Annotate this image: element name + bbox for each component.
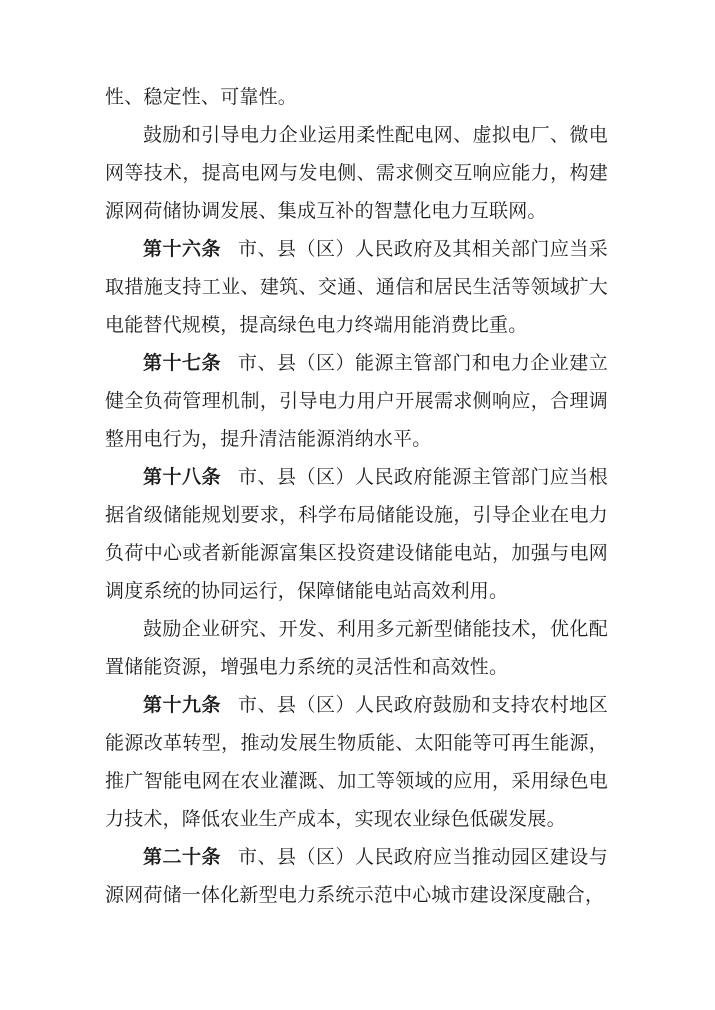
paragraph-text: 鼓励和引导电力企业运用柔性配电网、虚拟电厂、微电网等技术，提高电网与发电侧、需求侧交互响应能力，构建源网荷储协调发展、集成互补的智慧化电力互联网。 bbox=[105, 125, 608, 222]
paragraph bbox=[105, 79, 608, 117]
paragraph-text: 市、县（区）人民政府应当推动园区建设与源网荷储一体化新型电力系统示范中心城市建设深度融合， bbox=[105, 847, 608, 906]
paragraph-text: 性、稳定性、可靠性。 bbox=[105, 87, 298, 108]
paragraph bbox=[105, 611, 608, 687]
article-number: 第二十条 bbox=[143, 847, 221, 868]
article-number: 第十七条 bbox=[143, 353, 221, 374]
paragraph-text: 市、县（区）能源主管部门和电力企业建立健全负荷管理机制，引导电力用户开展需求侧响应，合理调整用电行为，提升清洁能源消纳水平。 bbox=[105, 353, 608, 450]
paragraph-text: 鼓励企业研究、开发、利用多元新型储能技术，优化配置储能资源，增强电力系统的灵活性和高效性。 bbox=[105, 619, 608, 678]
paragraph bbox=[105, 839, 608, 915]
paragraph bbox=[105, 231, 608, 345]
article-number: 第十六条 bbox=[143, 239, 221, 260]
paragraph-text: 市、县（区）人民政府能源主管部门应当根据省级储能规划要求，科学布局储能设施，引导企业在电力负荷中心或者新能源富集区投资建设储能电站，加强与电网调度系统的协同运行，保障储能电站高效利用。 bbox=[105, 467, 608, 602]
article-number: 第十八条 bbox=[143, 467, 221, 488]
paragraph-text: 市、县（区）人民政府及其相关部门应当采取措施支持工业、建筑、交通、通信和居民生活等领域扩大电能替代规模，提高绿色电力终端用能消费比重。 bbox=[105, 239, 608, 336]
paragraph bbox=[105, 117, 608, 231]
paragraph bbox=[105, 345, 608, 459]
paragraph bbox=[105, 459, 608, 611]
paragraph bbox=[105, 687, 608, 839]
paragraph-list bbox=[105, 79, 608, 915]
paragraph-text: 市、县（区）人民政府鼓励和支持农村地区能源改革转型，推动发展生物质能、太阳能等可再生能源，推广智能电网在农业灌溉、加工等领域的应用，采用绿色电力技术，降低农业生产成本，实现农业绿色低碳发展。 bbox=[105, 695, 608, 830]
article-number: 第十九条 bbox=[143, 695, 221, 716]
